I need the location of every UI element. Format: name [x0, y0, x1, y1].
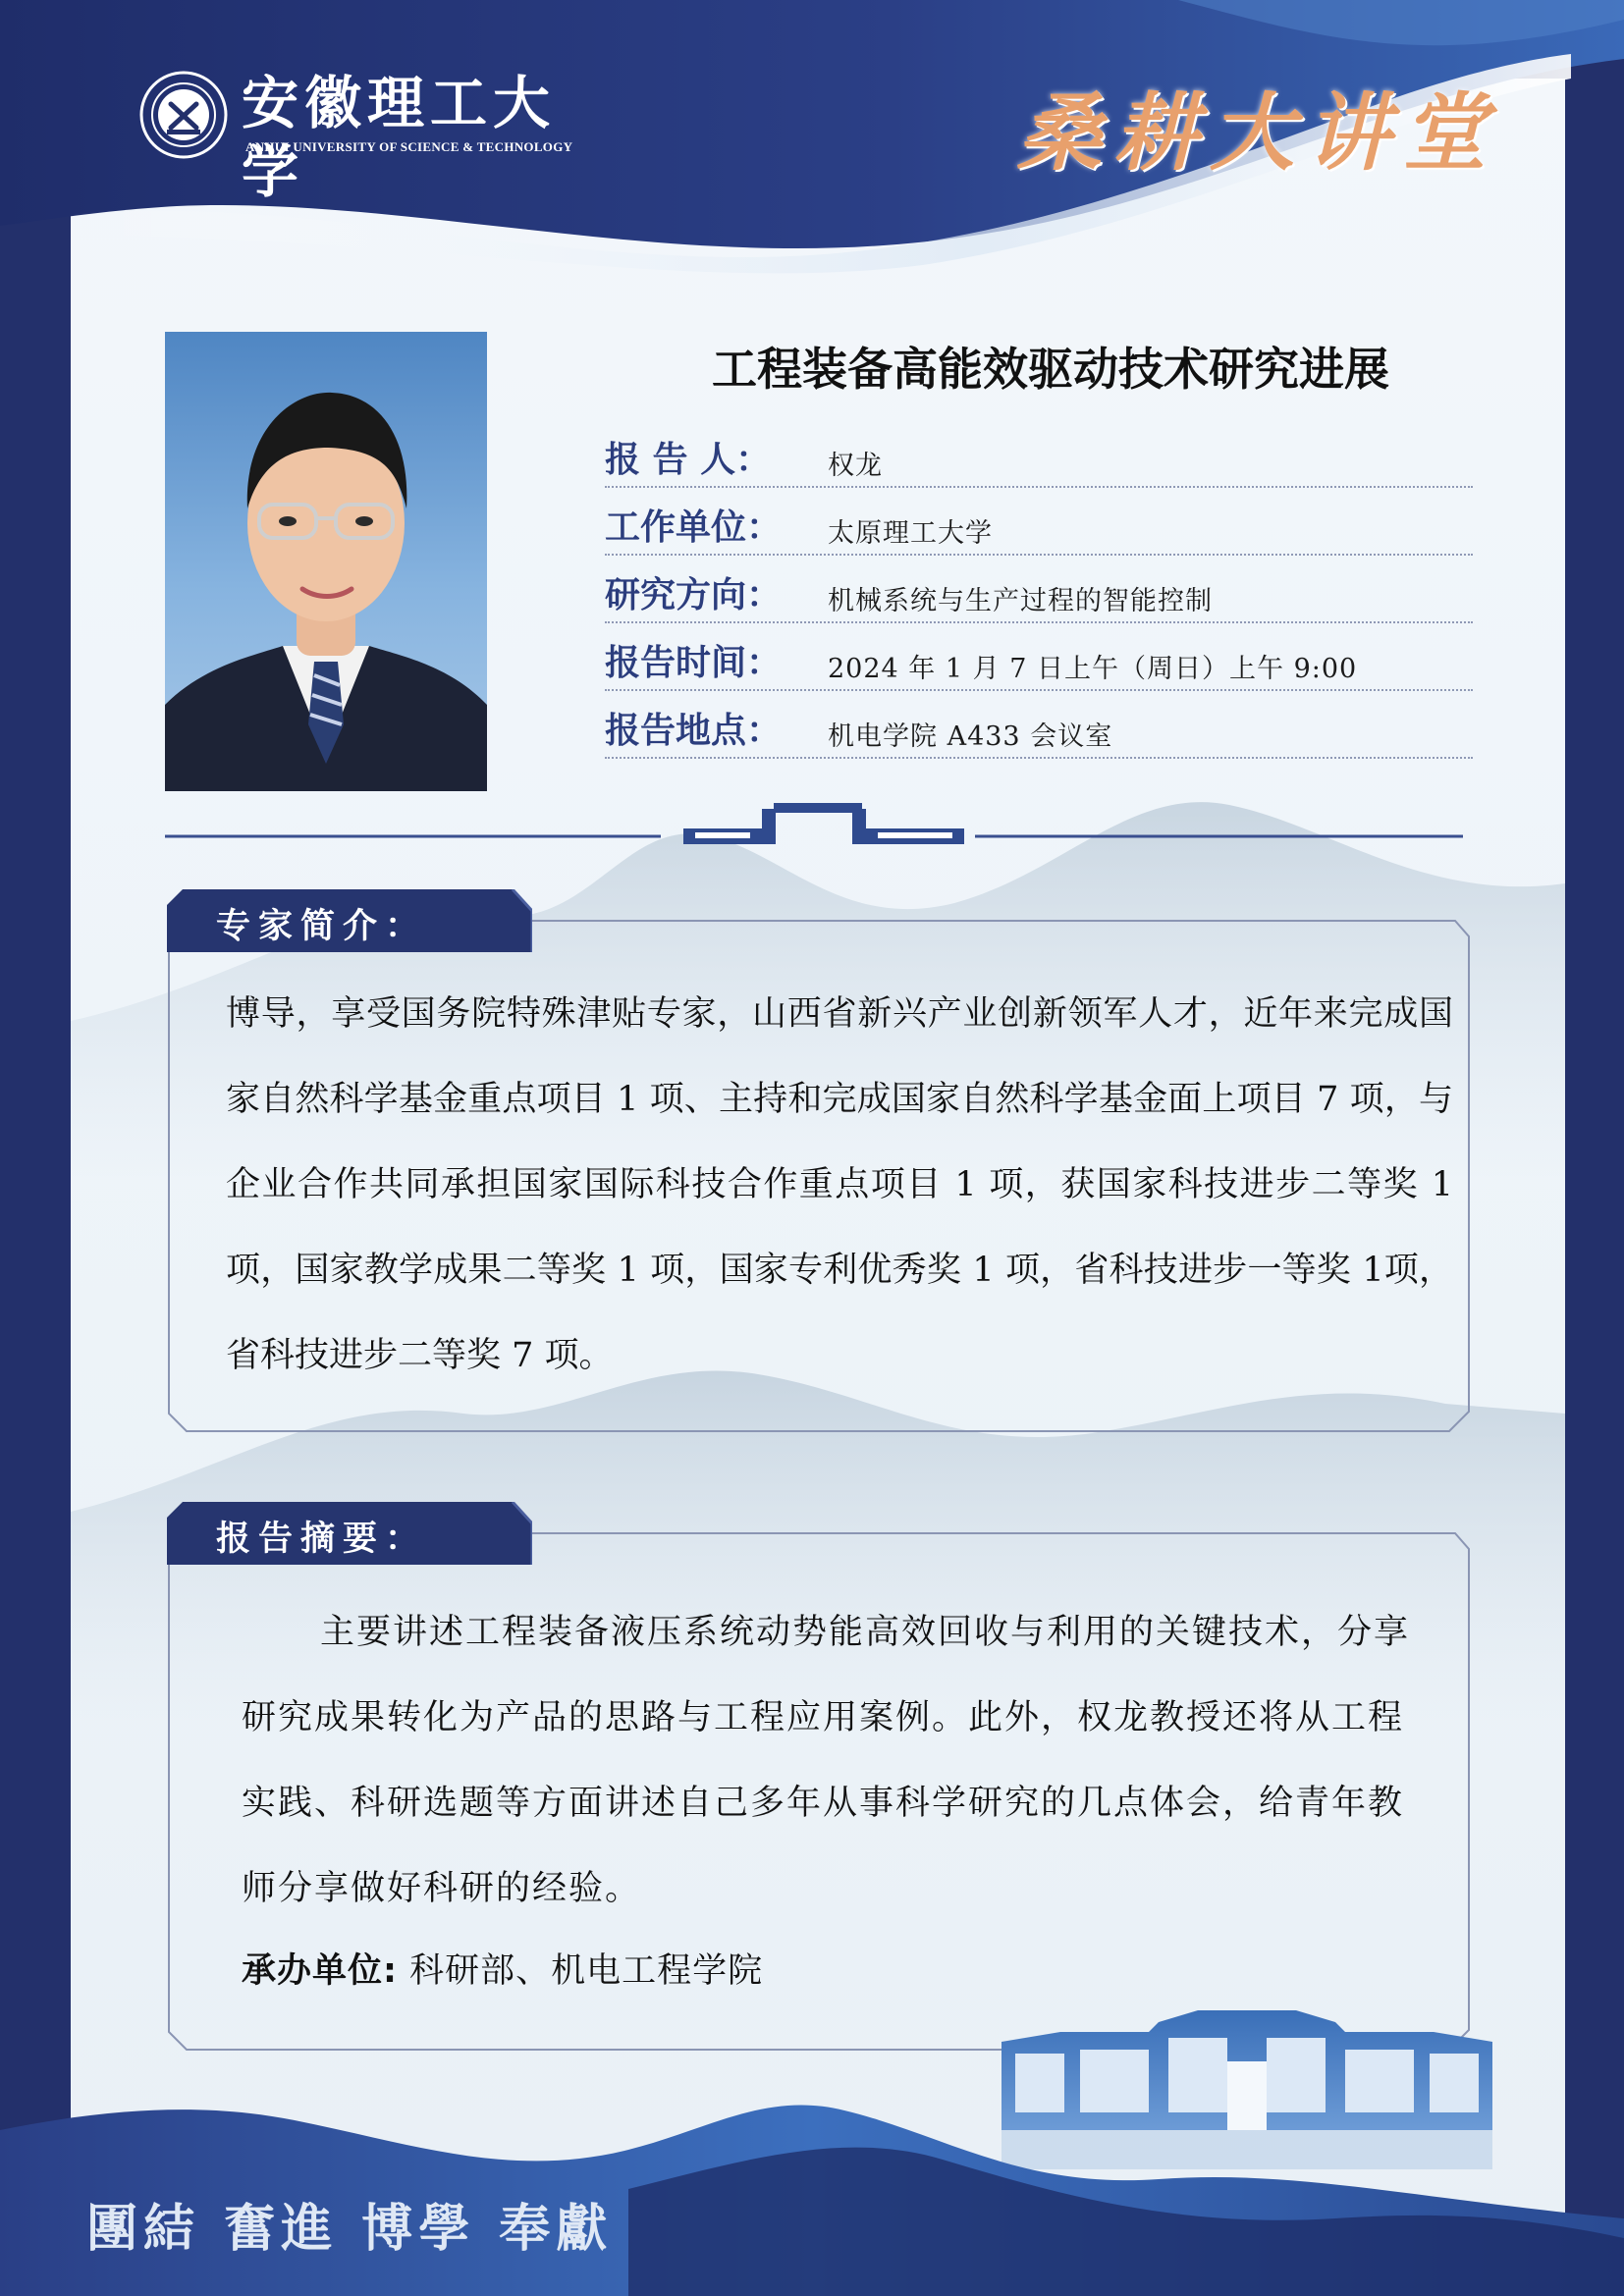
info-row-time — [605, 623, 1473, 691]
info-value-speaker: 权龙 — [828, 451, 883, 481]
info-row-speaker — [605, 420, 1473, 488]
talk-title: 工程装备高能效驱动技术研究进展 — [712, 343, 1389, 396]
info-value-location: 机电学院 A433 会议室 — [828, 721, 1113, 752]
organizer-line — [242, 1944, 763, 1993]
expert-bio-text: 博导，享受国务院特殊津贴专家，山西省新兴产业创新领军人才，近年来完成国家自然科学基金重点项目 1 项、主持和完成国家自然科学基金面上项目 7 项，与企业合作共同承担国家国际科技合作重点项目 1 项，获国家科技进步二等奖 1 项，国家教学成果二等奖 1 项，国家专利优秀奖 1 项，省科技进步一等奖 1项，省科技进步二等奖 7 项。 — [226, 994, 1453, 1375]
info-row-research — [605, 556, 1473, 623]
lecture-series-title: 桑耕大讲堂 — [1017, 83, 1498, 183]
info-row-affiliation — [605, 488, 1473, 556]
info-row-location — [605, 691, 1473, 759]
expert-heading: 专家简介： — [216, 907, 428, 946]
gate-divider — [165, 801, 1463, 850]
portrait-illustration — [165, 332, 487, 791]
info-label: 报 告 人： — [605, 440, 772, 480]
info-value-time: 2024 年 1 月 7 日上午（周日）上午 9:00 — [828, 654, 1358, 684]
speaker-portrait — [165, 332, 487, 791]
organizer-value: 科研部、机电工程学院 — [398, 1951, 764, 1991]
abstract-heading: 报告摘要： — [216, 1520, 428, 1559]
info-label: 报告时间： — [605, 643, 783, 683]
university-motto: 團結 奮進 博學 奉獻 — [86, 2199, 614, 2259]
info-label: 研究方向： — [605, 575, 783, 615]
university-name-en: ANHUI UNIVERSITY OF SCIENCE & TECHNOLOGY — [245, 139, 573, 154]
university-seal-icon — [139, 71, 228, 159]
footer-wave — [0, 2071, 1624, 2296]
organizer-label: 承办单位: — [242, 1951, 398, 1991]
university-logo — [139, 69, 611, 205]
info-value-research: 机械系统与生产过程的智能控制 — [828, 586, 1213, 616]
gate-icon — [683, 803, 964, 844]
info-label: 工作单位： — [605, 507, 783, 548]
info-value-affiliation: 太原理工大学 — [828, 518, 993, 549]
university-name-cn: 安徽理工大学 — [242, 70, 557, 205]
abstract-text: 主要讲述工程装备液压系统动势能高效回收与利用的关键技术，分享研究成果转化为产品的思路与工程应用案例。此外，权龙教授还将从工程实践、科研选题等方面讲述自己多年从事科学研究的几点体会，给青年教师分享做好科研的经验。 — [242, 1613, 1411, 1908]
info-label: 报告地点： — [605, 711, 783, 751]
talk-info-list — [605, 420, 1473, 759]
